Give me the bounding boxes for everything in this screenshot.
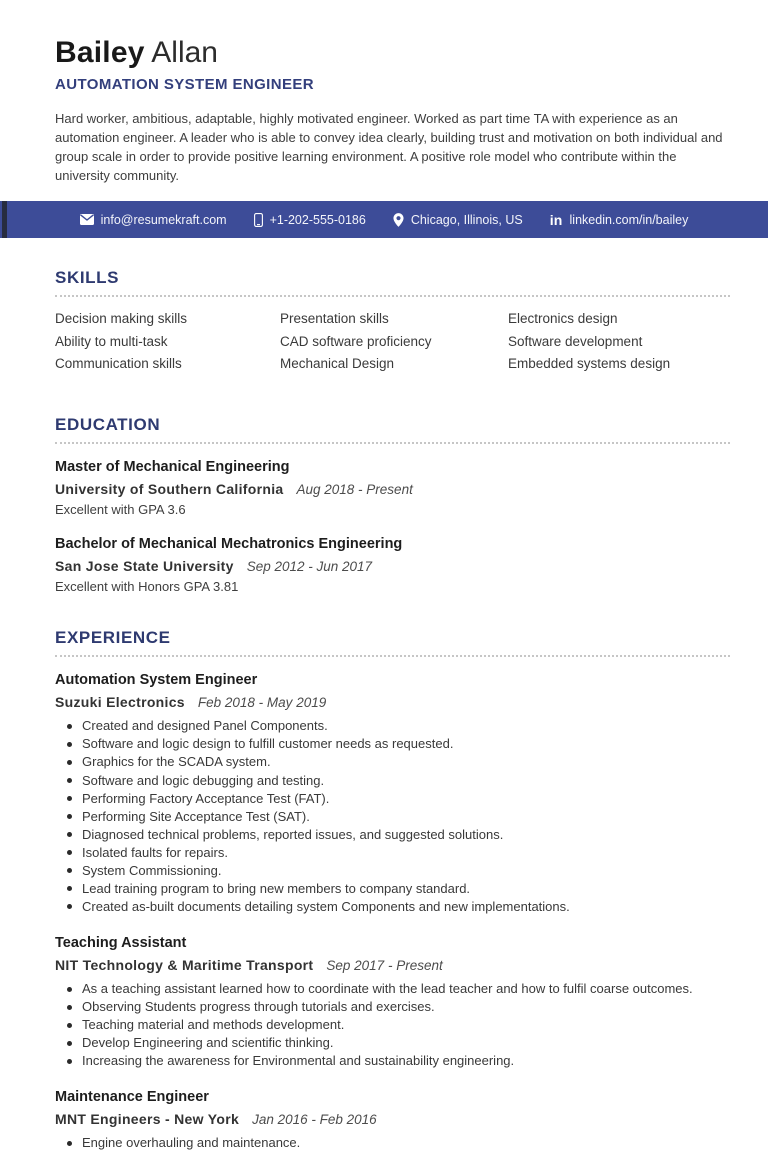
bullet-item: Created and designed Panel Components.: [55, 717, 730, 735]
bullet-item: Teaching material and methods development.: [55, 1016, 730, 1034]
skills-heading: SKILLS: [55, 268, 730, 297]
skill-item: Embedded systems design: [508, 356, 671, 371]
skill-item: Decision making skills: [55, 311, 188, 327]
resume-header: [0, 36, 768, 185]
first-name: Bailey: [55, 36, 145, 69]
bullet-list: [55, 980, 730, 1070]
bullet-item: As a teaching assistant learned how to coordinate with the lead teacher and how to fulfil coarse outcomes.: [55, 980, 730, 998]
date-range: Aug 2018 - Present: [296, 482, 413, 498]
skills-column-1: [55, 310, 280, 377]
date-range: Sep 2012 - Jun 2017: [246, 559, 373, 575]
company-name: Suzuki Electronics: [55, 694, 185, 711]
education-item: [55, 536, 730, 594]
map-pin-icon: [393, 213, 404, 227]
skills-column-3: [508, 310, 730, 377]
job-title: Teaching Assistant: [55, 935, 187, 951]
education-heading: EDUCATION: [55, 415, 730, 444]
bullet-item: Lead training program to bring new members to company standard.: [55, 880, 730, 898]
bullet-item: Diagnosed technical problems, reported issues, and suggested solutions.: [55, 826, 730, 844]
bullet-item: Software and logic debugging and testing.: [55, 772, 730, 790]
skill-item: Electronics design: [508, 311, 618, 327]
section-experience: [55, 628, 730, 1152]
bullet-item: Increasing the awareness for Environmental and sustainability engineering.: [55, 1052, 730, 1070]
skills-grid: [55, 310, 730, 377]
education-item: [55, 459, 730, 517]
page-edge-artifact: [2, 201, 7, 238]
degree-title: Bachelor of Mechanical Mechatronics Engineering: [55, 536, 403, 553]
linkedin-icon: in: [549, 211, 563, 228]
contact-item-email: [80, 213, 227, 227]
last-name: Allan: [144, 36, 218, 69]
headline-job-title: AUTOMATION SYSTEM ENGINEER: [55, 76, 315, 93]
experience-job: [55, 1089, 730, 1152]
date-range: Feb 2018 - May 2019: [197, 695, 327, 711]
bullet-item: Graphics for the SCADA system.: [55, 753, 730, 771]
job-title: Automation System Engineer: [55, 672, 258, 689]
envelope-icon: [80, 214, 94, 225]
summary-text: Hard worker, ambitious, adaptable, highly motivated engineer. Worked as part time TA with experience as an automation engineer. A leader who is able to convey idea clearly, building trust and motivation on both individual and group scale in order to provide positive learning environment. A positive role model who contribute within the university community.: [55, 111, 723, 183]
skill-item: Software development: [508, 333, 643, 349]
school-name: University of Southern California: [55, 481, 284, 498]
resume-page: [0, 36, 768, 1151]
skills-column-2: [280, 310, 508, 377]
bullet-item: Observing Students progress through tutorials and exercises.: [55, 998, 730, 1016]
bullet-item: System Commissioning.: [55, 862, 730, 880]
bullet-item: Performing Factory Acceptance Test (FAT).: [55, 790, 730, 808]
contact-item-phone: [254, 213, 366, 227]
bullet-item: Created as-built documents detailing system Components and new implementations.: [55, 898, 730, 916]
education-note: Excellent with Honors GPA 3.81: [55, 579, 239, 595]
mobile-phone-icon: [254, 213, 263, 227]
skill-item: Presentation skills: [280, 311, 389, 327]
bullet-list: [55, 717, 730, 916]
skill-item: CAD software proficiency: [280, 333, 432, 349]
location-text: Chicago, Illinois, US: [410, 212, 523, 227]
bullet-item: Software and logic design to fulfill customer needs as requested.: [55, 735, 730, 753]
experience-job: [55, 672, 730, 916]
phone-text: +1-202-555-0186: [269, 212, 366, 227]
contact-item-linkedin: [550, 212, 689, 228]
contact-bar: [0, 201, 768, 238]
degree-title: Master of Mechanical Engineering: [55, 459, 290, 476]
bullet-list: [55, 1134, 730, 1152]
company-name: NIT Technology & Maritime Transport: [55, 957, 314, 973]
experience-heading: EXPERIENCE: [55, 628, 730, 657]
bullet-item: Engine overhauling and maintenance.: [55, 1134, 730, 1152]
education-note: Excellent with GPA 3.6: [55, 502, 186, 518]
company-name: MNT Engineers - New York: [55, 1111, 240, 1128]
section-skills: [55, 268, 730, 377]
experience-job: [55, 935, 730, 1070]
linkedin-text: linkedin.com/in/bailey: [569, 212, 689, 227]
email-text: info@resumekraft.com: [100, 212, 227, 227]
date-range: Sep 2017 - Present: [326, 958, 443, 973]
contact-item-location: [393, 213, 523, 227]
school-name: San Jose State University: [55, 558, 234, 575]
skill-item: Communication skills: [55, 356, 182, 371]
bullet-item: Isolated faults for repairs.: [55, 844, 730, 862]
date-range: Jan 2016 - Feb 2016: [252, 1112, 377, 1128]
section-education: [55, 415, 730, 594]
skill-item: Ability to multi-task: [55, 333, 168, 349]
job-title: Maintenance Engineer: [55, 1089, 209, 1106]
bullet-item: Performing Site Acceptance Test (SAT).: [55, 808, 730, 826]
bullet-item: Develop Engineering and scientific thinking.: [55, 1034, 730, 1052]
skill-item: Mechanical Design: [280, 356, 395, 371]
person-name: [55, 36, 730, 69]
